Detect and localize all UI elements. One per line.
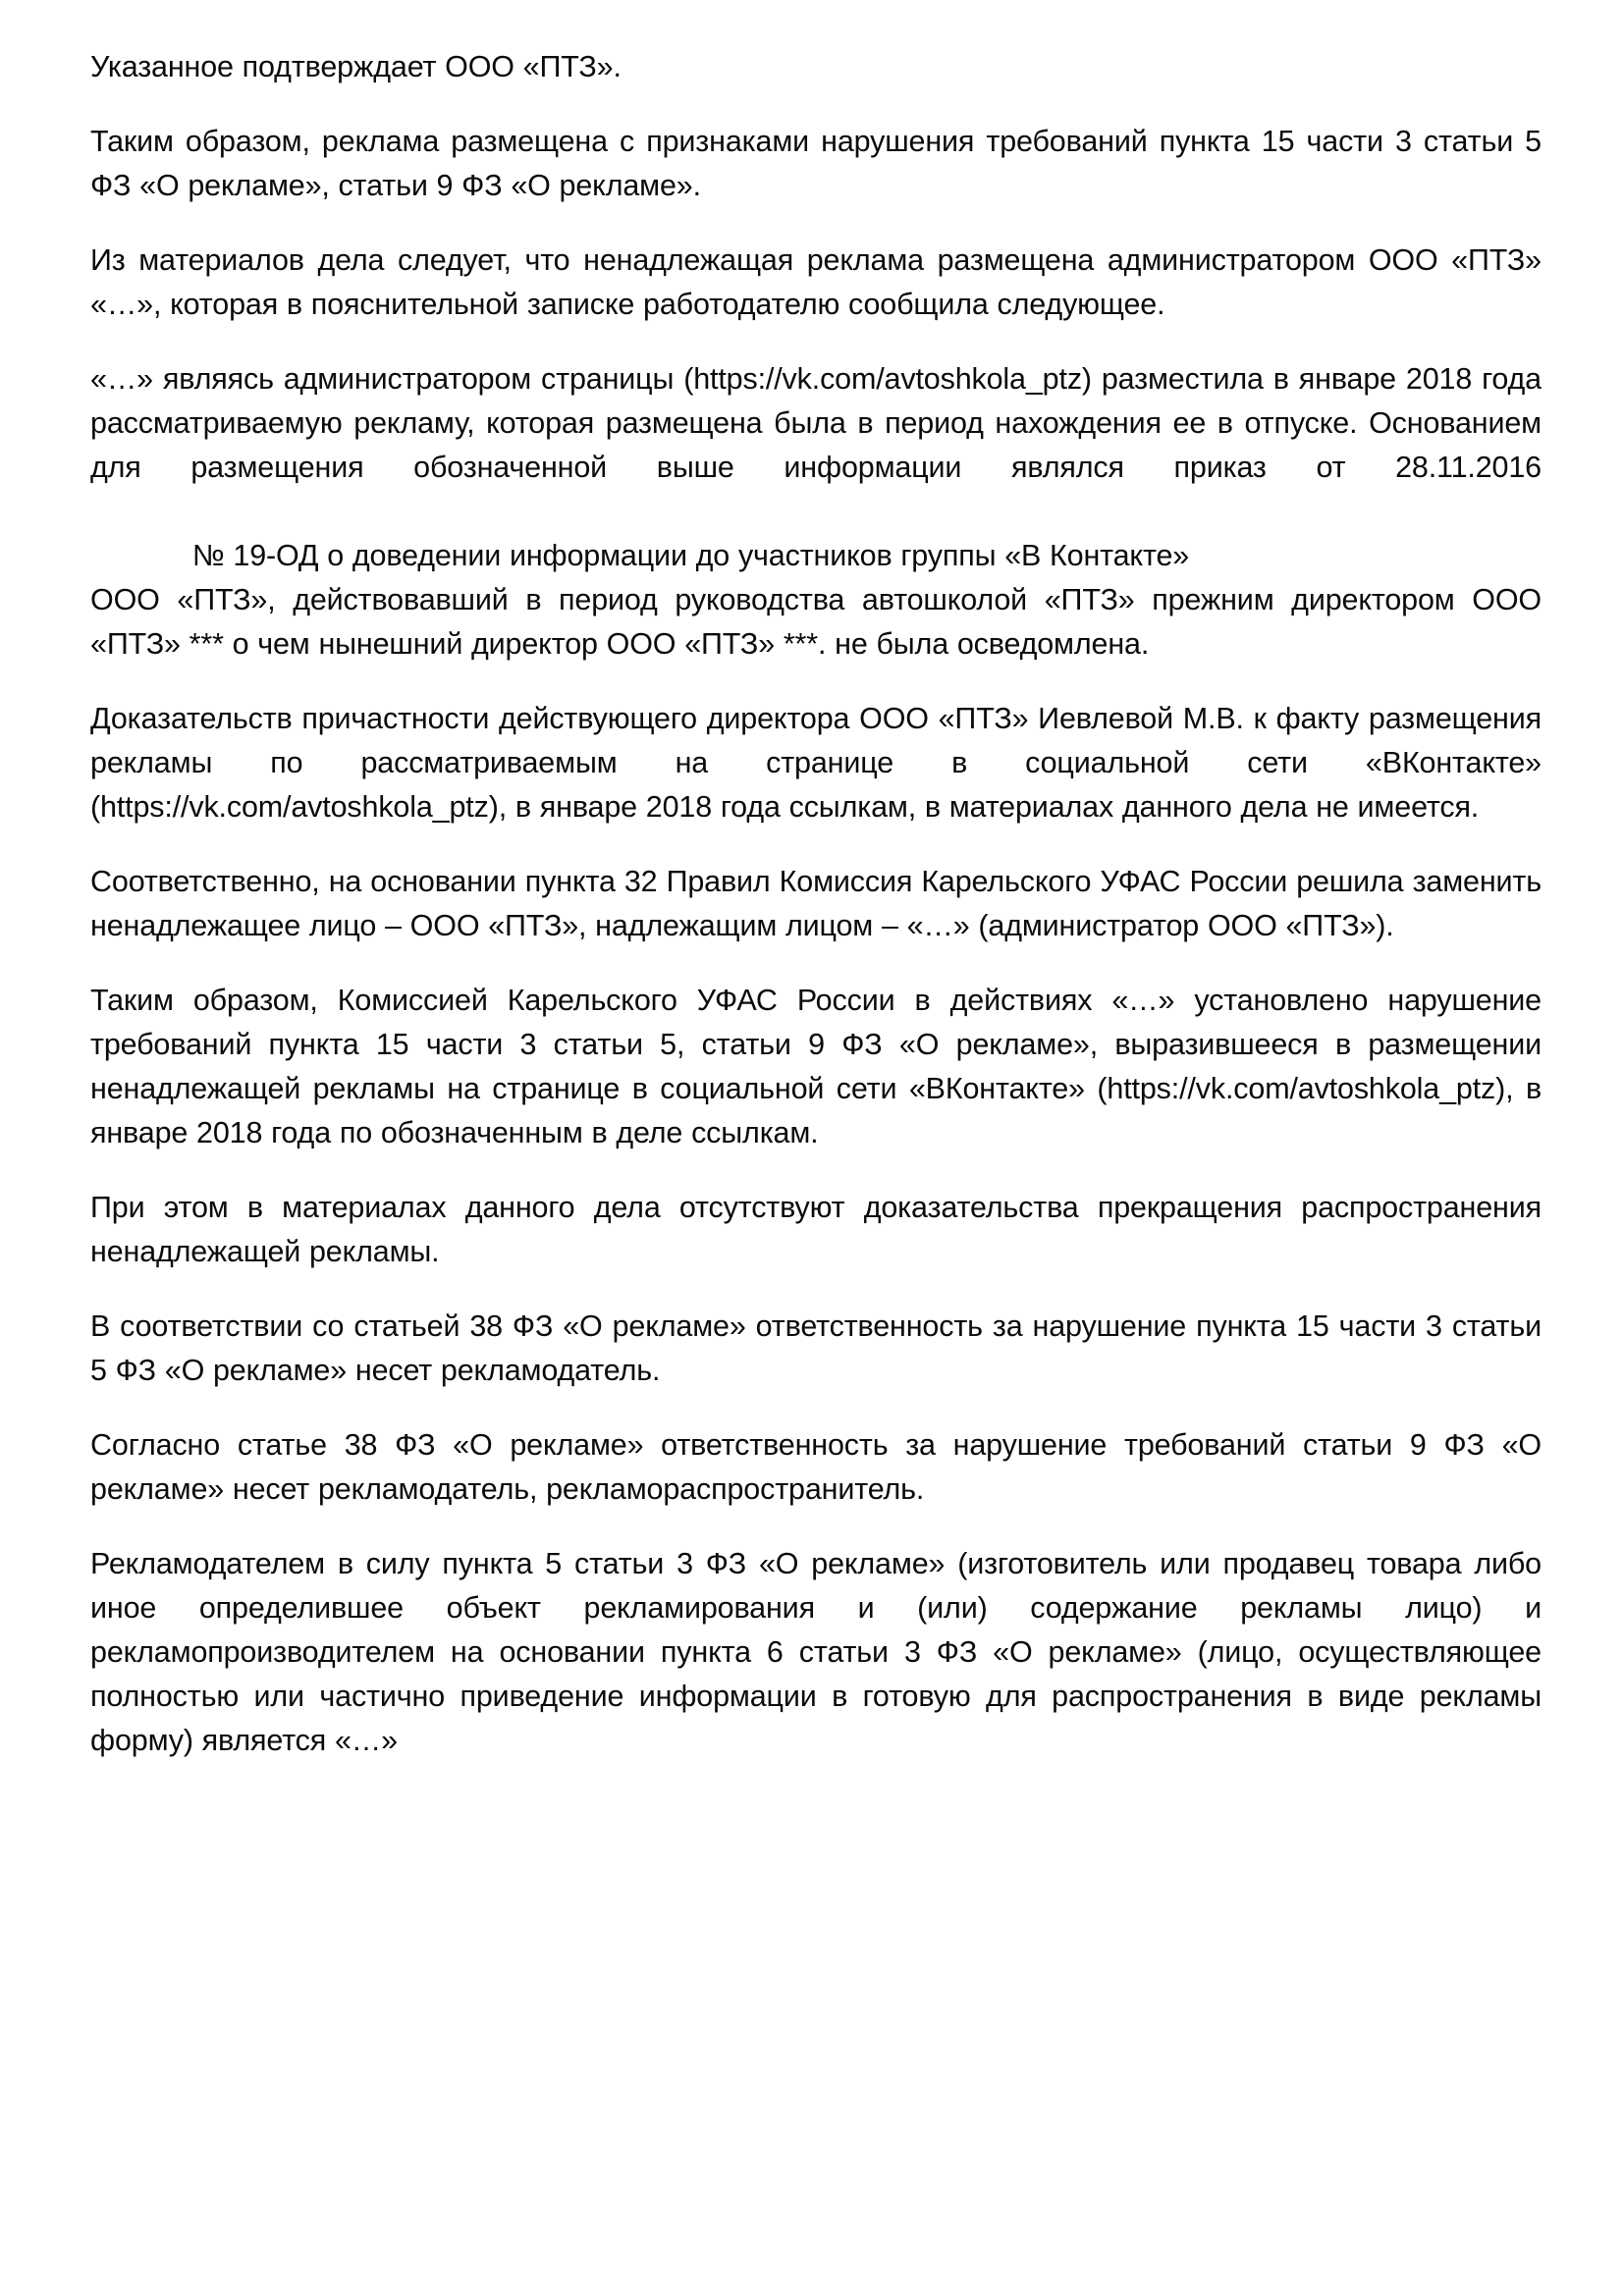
paragraph-violation-summary: Таким образом, реклама размещена с признаками нарушения требований пункта 15 части 3 статьи 5 ФЗ «О рекламе», статьи 9 ФЗ «О рекламе». (90, 125, 1542, 202)
paragraph-article-38-liability: В соответствии со статьей 38 ФЗ «О рекламе» ответственность за нарушение пункта 15 части 3 статьи 5 ФЗ «О рекламе» несет рекламодатель. (90, 1309, 1542, 1387)
paragraph-person-substitution: Соответственно, на основании пункта 32 Правил Комиссия Карельского УФАС России решила заменить ненадлежащее лицо – ООО «ПТЗ», надлежащим лицом – «…» (администратор ООО «ПТЗ»). (90, 865, 1542, 942)
paragraph-case-materials: Из материалов дела следует, что ненадлежащая реклама размещена администратором ООО «ПТЗ» «…», которая в пояснительной записке работодателю сообщила следующее. (90, 243, 1542, 321)
paragraph-no-cessation-evidence: При этом в материалах данного дела отсутствуют доказательства прекращения распространения ненадлежащей рекламы. (90, 1191, 1542, 1268)
paragraph-former-director: ООО «ПТЗ», действовавший в период руководства автошколой «ПТЗ» прежним директором ООО «ПТЗ» *** о чем нынешний директор ООО «ПТЗ» ***. не была осведомлена. (90, 583, 1542, 661)
paragraph-confirmation: Указанное подтверждает ООО «ПТЗ». (90, 50, 622, 83)
paragraph-advertiser-definition: Рекламодателем в силу пункта 5 статьи 3 ФЗ «О рекламе» (изготовитель или продавец товара либо иное определившее объект рекламирования и (или) содержание рекламы лицо) и рекламопроизводителем на основании пункта 6 статьи 3 ФЗ «О рекламе» (лицо, осуществляющее полностью или частично приведение информации в готовую для распространения в виде рекламы форму) является «…» (90, 1547, 1542, 1757)
paragraph-established-violation: Таким образом, Комиссией Карельского УФАС России в действиях «…» установлено нарушение требований пункта 15 части 3 статьи 5, статьи 9 ФЗ «О рекламе», выразившееся в размещении ненадлежащей рекламы на странице в социальной сети «ВКонтакте» (https://vk.com/avtoshkola_ptz), в январе 2018 года по обозначенным в деле ссылкам. (90, 984, 1542, 1149)
paragraph-order-number-line: № 19-ОД о доведении информации до участников группы «В Контакте» (192, 539, 1190, 572)
paragraph-no-evidence-director: Доказательств причастности действующего директора ООО «ПТЗ» Иевлевой М.В. к факту размещения рекламы по рассматриваемым на странице в социальной сети «ВКонтакте» (https://vk.com/avtoshkola_ptz), в январе 2018 года ссылкам, в материалах данного дела не имеется. (90, 702, 1542, 824)
document-body (90, 45, 1542, 1763)
paragraph-article-38-article-9: Согласно статье 38 ФЗ «О рекламе» ответственность за нарушение требований статьи 9 ФЗ «О рекламе» несет рекламодатель, рекламораспространитель. (90, 1428, 1542, 1506)
paragraph-administrator-statement: «…» являясь администратором страницы (https://vk.com/avtoshkola_ptz) разместила в январе 2018 года рассматриваемую рекламу, которая размещена была в период нахождения ее в отпуске. Основанием для размещения обозначенной выше информации являлся приказ от 28.11.2016 (90, 362, 1542, 484)
